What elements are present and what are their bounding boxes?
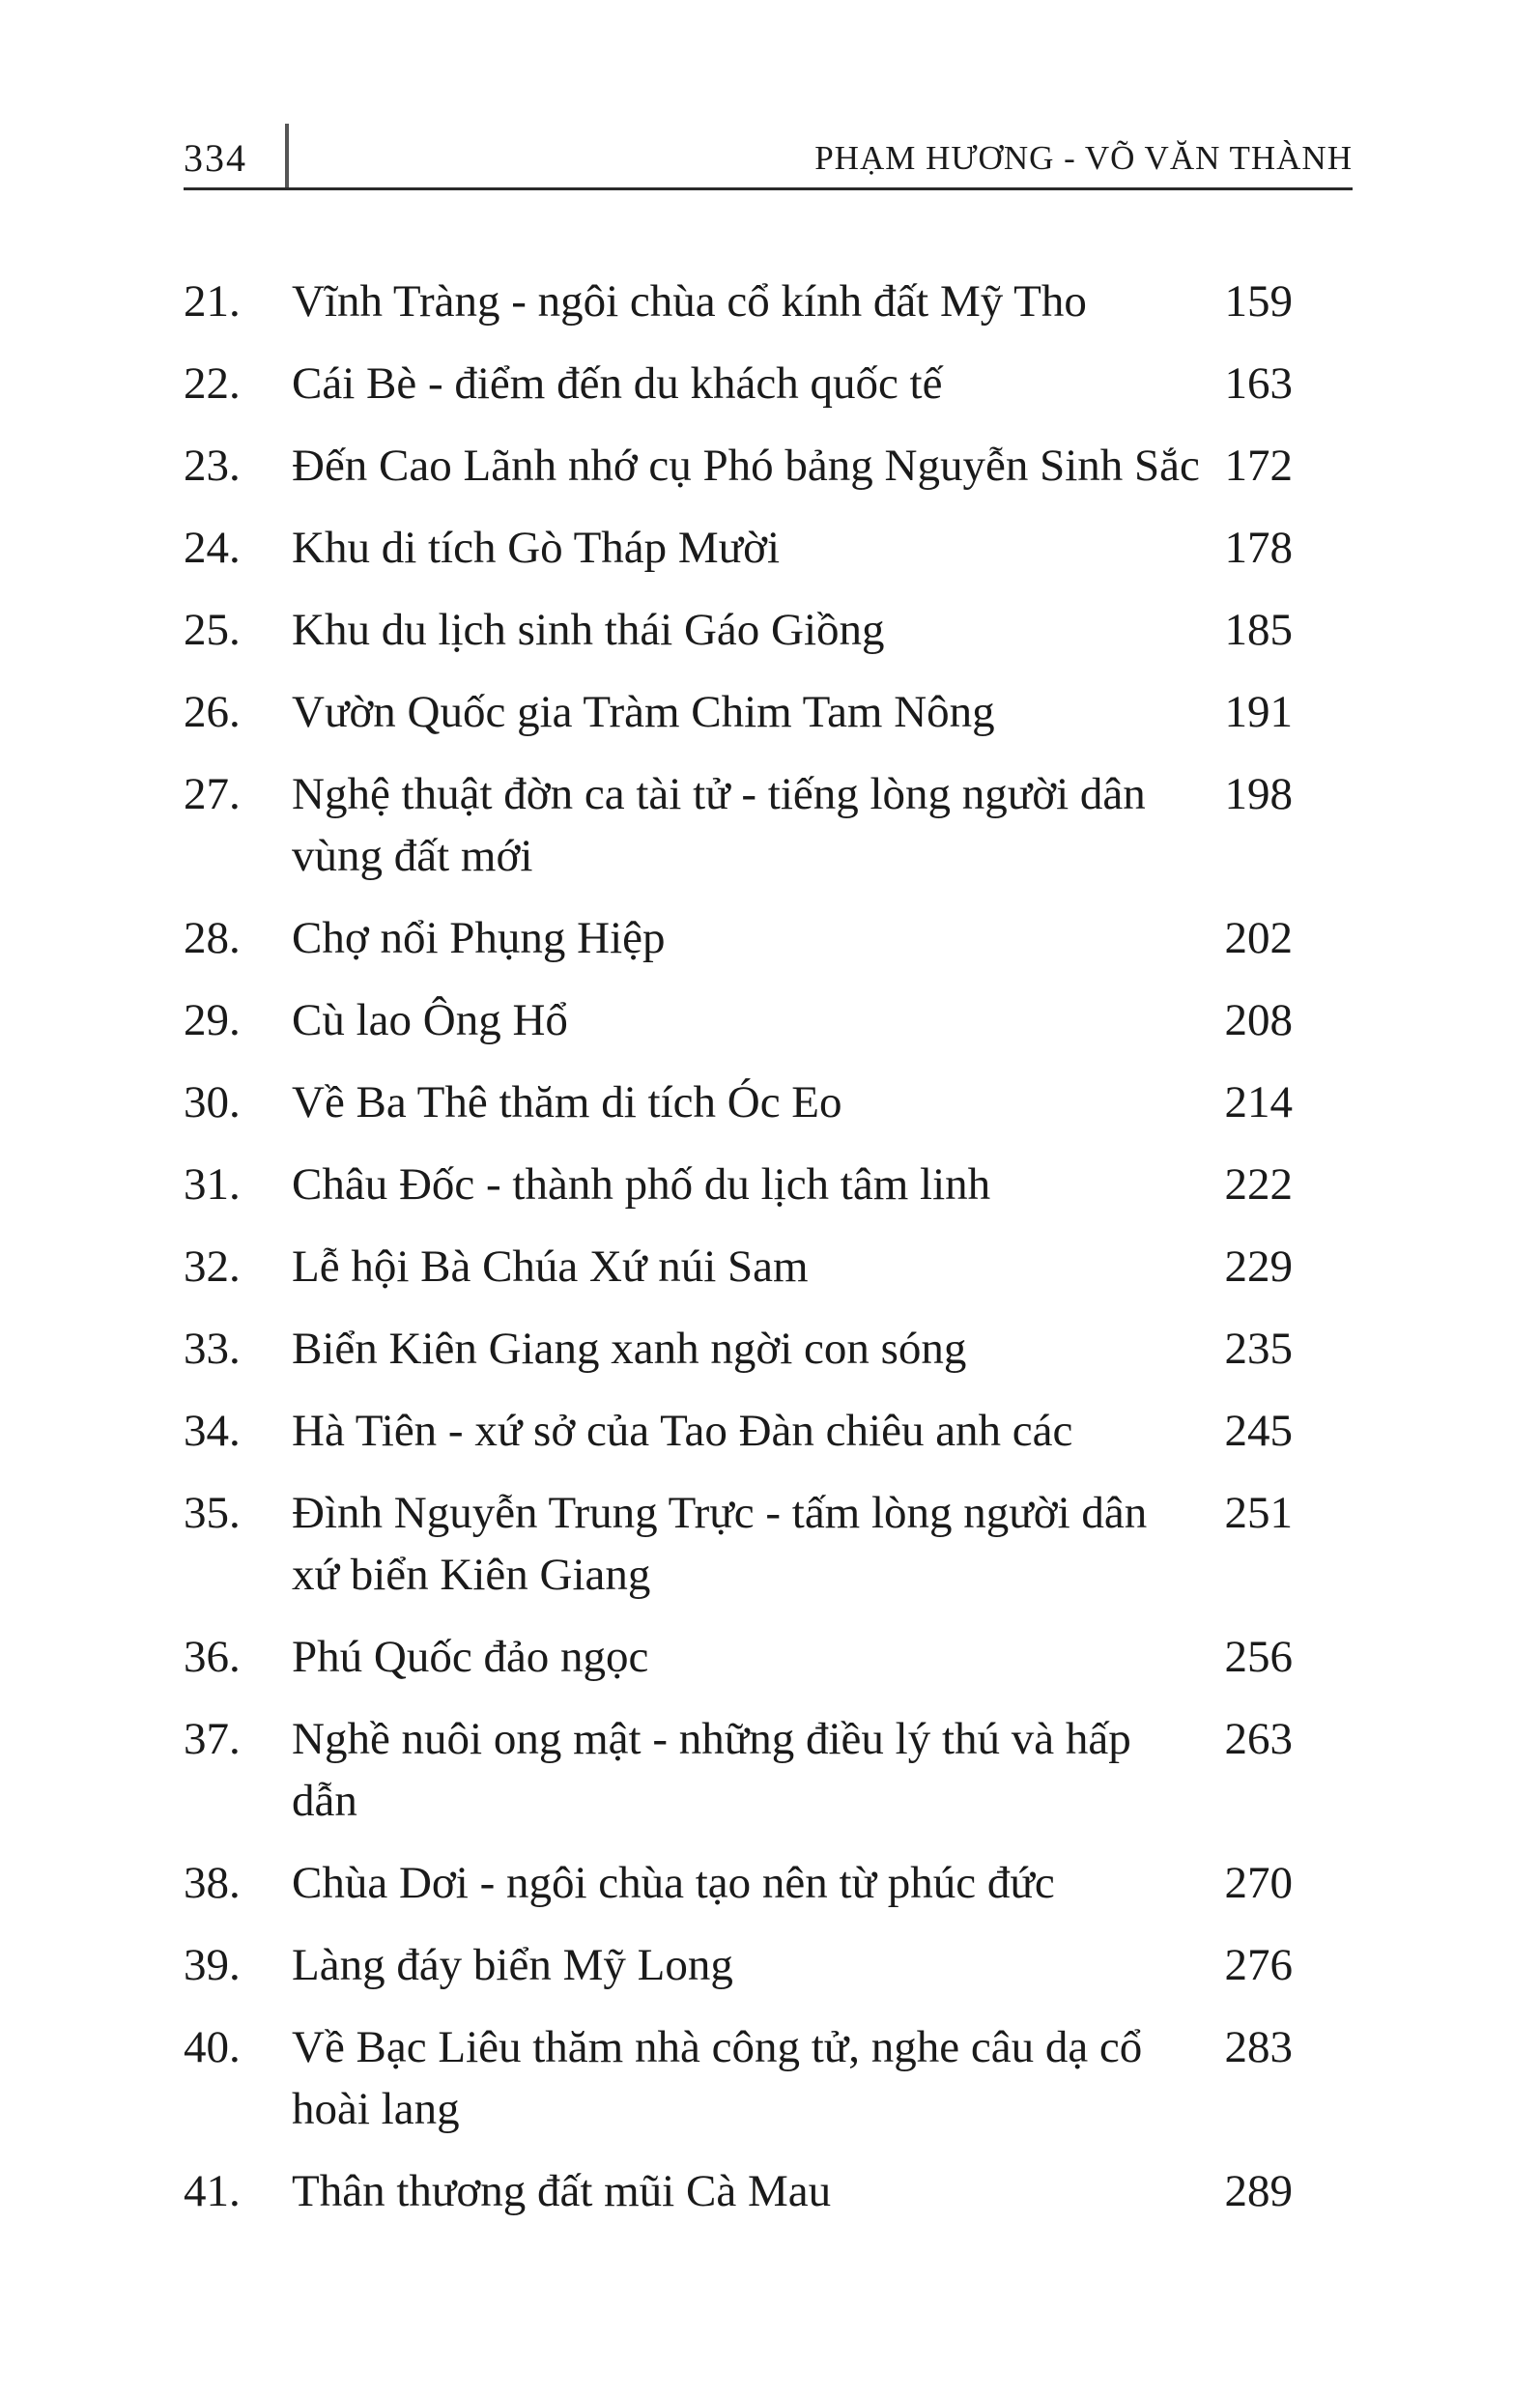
- toc-entry-title: Cù lao Ông Hổ: [292, 995, 568, 1045]
- toc-entry: [184, 599, 1353, 661]
- toc-entry-number: 23.: [184, 441, 241, 491]
- table-of-contents: [184, 271, 1353, 2242]
- toc-entry: [184, 1708, 1353, 1832]
- toc-entry-page: 208: [1224, 995, 1293, 1045]
- toc-entry-title: Về Ba Thê thăm di tích Óc Eo: [292, 1077, 842, 1127]
- header-rule: [184, 187, 1353, 190]
- toc-entry-title: Nghệ thuật đờn ca tài tử - tiếng lòng người dân vùng đất mới: [292, 769, 1146, 881]
- toc-entry-title: Thân thương đất mũi Cà Mau: [292, 2166, 832, 2216]
- toc-entry: [184, 989, 1353, 1051]
- toc-entry-title: Cái Bè - điểm đến du khách quốc tế: [292, 358, 943, 409]
- toc-entry-number: 29.: [184, 995, 241, 1045]
- toc-entry: [184, 517, 1353, 579]
- toc-entry-title: Khu du lịch sinh thái Gáo Giồng: [292, 605, 885, 655]
- toc-entry-page: 202: [1224, 913, 1293, 963]
- toc-entry-page: 178: [1224, 523, 1293, 573]
- toc-entry-number: 31.: [184, 1159, 241, 1210]
- toc-entry-page: 222: [1224, 1159, 1293, 1210]
- toc-entry: [184, 1934, 1353, 1996]
- toc-entry-number: 38.: [184, 1858, 241, 1908]
- toc-entry: [184, 1400, 1353, 1462]
- toc-entry-page: 270: [1224, 1858, 1293, 1908]
- toc-entry-number: 37.: [184, 1714, 241, 1764]
- toc-entry: [184, 1071, 1353, 1133]
- toc-entry-title: Vườn Quốc gia Tràm Chim Tam Nông: [292, 687, 995, 737]
- toc-entry-title: Về Bạc Liêu thăm nhà công tử, nghe câu dạ cổ hoài lang: [292, 2022, 1143, 2134]
- toc-entry-number: 41.: [184, 2166, 241, 2216]
- toc-entry-number: 35.: [184, 1488, 241, 1538]
- toc-entry-page: 256: [1224, 1632, 1293, 1682]
- toc-entry-number: 27.: [184, 769, 241, 819]
- toc-entry: [184, 1852, 1353, 1914]
- toc-entry: [184, 1236, 1353, 1298]
- toc-entry-number: 22.: [184, 358, 241, 409]
- toc-entry: [184, 271, 1353, 332]
- toc-entry-title: Khu di tích Gò Tháp Mười: [292, 523, 781, 573]
- toc-entry-number: 28.: [184, 913, 241, 963]
- toc-entry-title: Đến Cao Lãnh nhớ cụ Phó bảng Nguyễn Sinh Sắc: [292, 441, 1200, 491]
- toc-entry: [184, 435, 1353, 497]
- toc-entry-number: 40.: [184, 2022, 241, 2072]
- toc-entry-title: Vĩnh Tràng - ngôi chùa cổ kính đất Mỹ Tho: [292, 276, 1087, 327]
- toc-entry-page: 159: [1224, 276, 1293, 327]
- toc-entry-title: Lễ hội Bà Chúa Xứ núi Sam: [292, 1241, 809, 1292]
- toc-entry-title: Làng đáy biển Mỹ Long: [292, 1940, 733, 1990]
- toc-entry: [184, 1154, 1353, 1215]
- toc-entry-number: 21.: [184, 276, 241, 327]
- toc-entry-page: 229: [1224, 1241, 1293, 1292]
- toc-entry-page: 251: [1224, 1488, 1293, 1538]
- toc-entry-page: 263: [1224, 1714, 1293, 1764]
- toc-entry: [184, 681, 1353, 743]
- toc-entry-number: 39.: [184, 1940, 241, 1990]
- toc-entry: [184, 763, 1353, 887]
- toc-entry-page: 214: [1224, 1077, 1293, 1127]
- toc-entry-page: 163: [1224, 358, 1293, 409]
- running-head: PHẠM HƯƠNG - VÕ VĂN THÀNH: [814, 139, 1353, 177]
- toc-entry-title: Châu Đốc - thành phố du lịch tâm linh: [292, 1159, 991, 1210]
- toc-entry: [184, 2160, 1353, 2222]
- page-header: [184, 124, 1353, 191]
- toc-entry-number: 26.: [184, 687, 241, 737]
- toc-entry: [184, 907, 1353, 969]
- toc-entry-title: Biển Kiên Giang xanh ngời con sóng: [292, 1324, 967, 1374]
- toc-entry: [184, 1318, 1353, 1380]
- toc-entry-page: 191: [1224, 687, 1293, 737]
- toc-entry: [184, 1482, 1353, 1606]
- toc-entry-page: 185: [1224, 605, 1293, 655]
- toc-entry-number: 30.: [184, 1077, 241, 1127]
- page-number: 334: [184, 136, 247, 180]
- toc-entry-title: Phú Quốc đảo ngọc: [292, 1632, 649, 1682]
- toc-entry-title: Nghề nuôi ong mật - những điều lý thú và hấp dẫn: [292, 1714, 1131, 1826]
- toc-entry-page: 172: [1224, 441, 1293, 491]
- toc-entry-title: Hà Tiên - xứ sở của Tao Đàn chiêu anh các: [292, 1406, 1073, 1456]
- toc-entry: [184, 2016, 1353, 2140]
- toc-entry-number: 25.: [184, 605, 241, 655]
- toc-entry-page: 283: [1224, 2022, 1293, 2072]
- toc-entry-page: 245: [1224, 1406, 1293, 1456]
- toc-entry-title: Chùa Dơi - ngôi chùa tạo nên từ phúc đức: [292, 1858, 1055, 1908]
- toc-entry-title: Đình Nguyễn Trung Trực - tấm lòng người dân xứ biển Kiên Giang: [292, 1488, 1148, 1600]
- toc-entry-number: 33.: [184, 1324, 241, 1374]
- toc-entry-number: 34.: [184, 1406, 241, 1456]
- toc-entry-page: 289: [1224, 2166, 1293, 2216]
- toc-entry-number: 24.: [184, 523, 241, 573]
- toc-entry: [184, 1626, 1353, 1688]
- toc-entry: [184, 353, 1353, 414]
- toc-entry-number: 36.: [184, 1632, 241, 1682]
- toc-entry-page: 198: [1224, 769, 1293, 819]
- toc-entry-number: 32.: [184, 1241, 241, 1292]
- toc-entry-page: 235: [1224, 1324, 1293, 1374]
- toc-entry-page: 276: [1224, 1940, 1293, 1990]
- toc-entry-title: Chợ nổi Phụng Hiệp: [292, 913, 666, 963]
- header-divider: [285, 124, 289, 189]
